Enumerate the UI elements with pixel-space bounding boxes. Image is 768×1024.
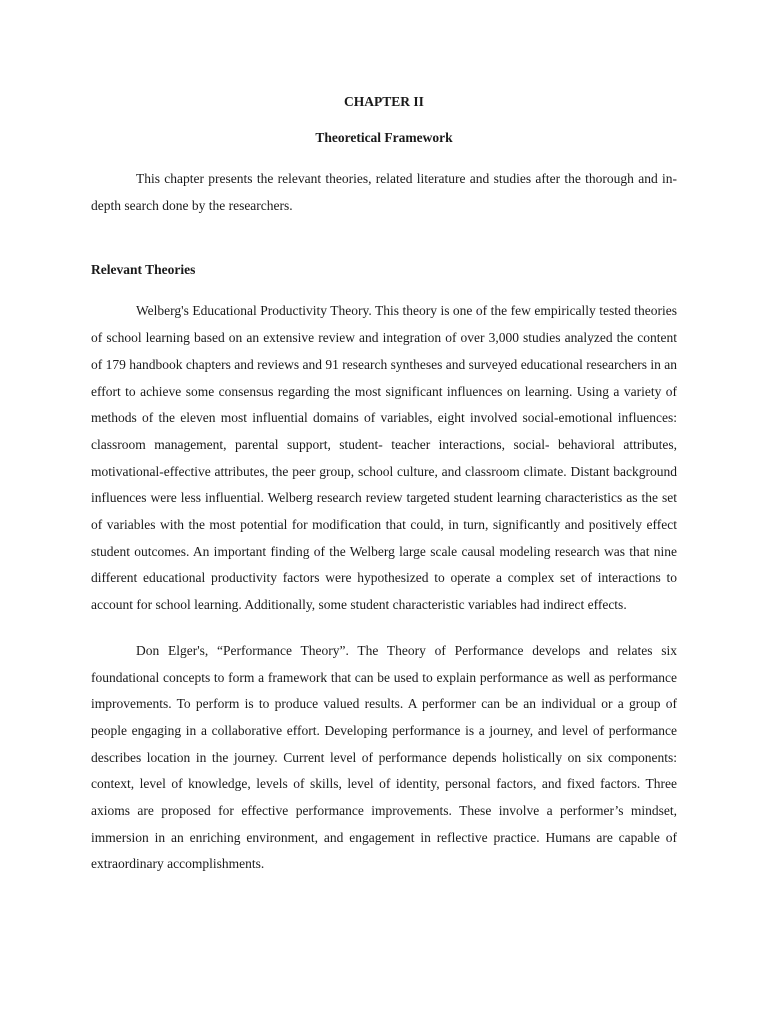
chapter-heading: CHAPTER II bbox=[344, 94, 424, 109]
intro-paragraph: This chapter presents the relevant theories, related literature and studies after the thorough and in-depth search done by the researchers. bbox=[91, 171, 677, 213]
relevant-theories-heading: Relevant Theories bbox=[91, 262, 196, 278]
welberg-theory-paragraph: Welberg's Educational Productivity Theory. This theory is one of the few empirically tested theories of school learning based on an extensive review and integration of over 3,000 studies analyzed the content of 179 handbook chapters and reviews and 91 research syntheses and surveyed educational researchers in an effort to achieve some consensus regarding the most significant influences on learning. Using a variety of methods of the eleven most influential domains of variables, eight involved social-emotional influences: classroom management, parental support, student- teacher interactions, social- behavioral attributes, motivational-effective attributes, the peer group, school culture, and classroom climate. Distant background influences were less influential. Welberg research review targeted student learning characteristics as the set of variables with the most potential for modification that could, in turn, significantly and positively effect student outcomes. An important finding of the Welberg large scale causal modeling research was that nine different educational productivity factors were hypothesized to operate a complex set of interactions to account for school learning. Additionally, some student characteristic variables had indirect effects. bbox=[91, 303, 677, 613]
section-title: Theoretical Framework bbox=[315, 130, 453, 145]
elger-theory-paragraph: Don Elger's, “Performance Theory”. The Theory of Performance develops and relates six foundational concepts to form a framework that can be used to explain performance as well as performance improvements. To perform is to produce valued results. A performer can be an individual or a group of people engaging in a collaborative effort. Developing performance is a journey, and level of performance describes location in the journey. Current level of performance depends holistically on six components: context, level of knowledge, levels of skills, level of identity, personal factors, and fixed factors. Three axioms are proposed for effective performance improvements. These involve a performer’s mindset, immersion in an enriching environment, and engagement in reflective practice. Humans are capable of extraordinary accomplishments. bbox=[91, 642, 677, 872]
